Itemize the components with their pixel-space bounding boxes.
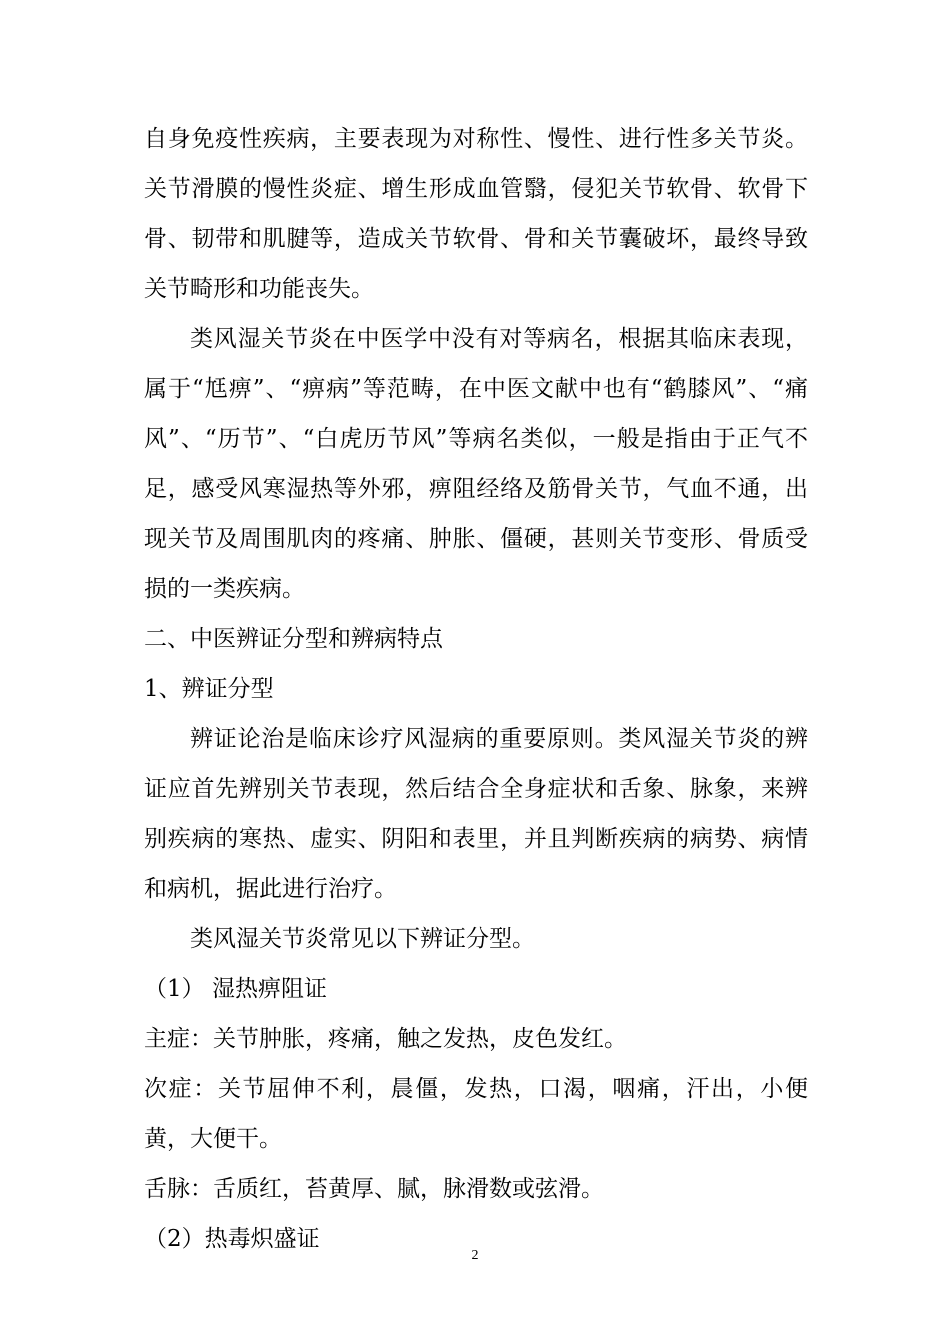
paragraph-syndrome-differentiation: 辨证论治是临床诊疗风湿病的重要原则。类风湿关节炎的辨证应首先辨别关节表现，然后结合全身症状和舌象、脉象，来辨别疾病的寒热、虚实、阴阳和表里，并且判断疾病的病势、病情和病机，据此进行治疗。 [144, 726, 808, 902]
paragraph-common-types: 类风湿关节炎常见以下辨证分型。 [190, 926, 535, 952]
section-heading-2: 二、中医辨证分型和辨病特点 [144, 626, 443, 652]
type-heading-1: （1） 湿热痹阻证 [144, 976, 327, 1002]
main-symptoms: 主症：关节肿胀，疼痛，触之发热，皮色发红。 [144, 1026, 627, 1052]
page-number: 2 [471, 1248, 479, 1263]
paragraph-ra-definition: 自身免疫性疾病，主要表现为对称性、慢性、进行性多关节炎。关节滑膜的慢性炎症、增生形成血管翳，侵犯关节软骨、软骨下骨、韧带和肌腱等，造成关节软骨、骨和关节囊破坏，最终导致关节畸形和功能丧失。 [144, 126, 808, 302]
type-heading-2: （2）热毒炽盛证 [144, 1226, 320, 1252]
paragraph-tcm-naming: 类风湿关节炎在中医学中没有对等病名，根据其临床表现，属于“尪痹”、“痹病”等范畴，在中医文献中也有“鹤膝风”、“痛风”、“历节”、“白虎历节风”等病名类似，一般是指由于正气不足，感受风寒湿热等外邪，痹阻经络及筋骨关节，气血不通，出现关节及周围肌肉的疼痛、肿胀、僵硬，甚则关节变形、骨质受损的一类疾病。 [144, 326, 808, 602]
tongue-pulse: 舌脉：舌质红，苔黄厚、腻，脉滑数或弦滑。 [144, 1176, 604, 1202]
secondary-symptoms: 次症：关节屈伸不利，晨僵，发热，口渴，咽痛，汗出，小便黄，大便干。 [144, 1076, 808, 1152]
document-body [144, 114, 808, 1264]
subsection-heading-1: 1、辨证分型 [144, 676, 274, 702]
